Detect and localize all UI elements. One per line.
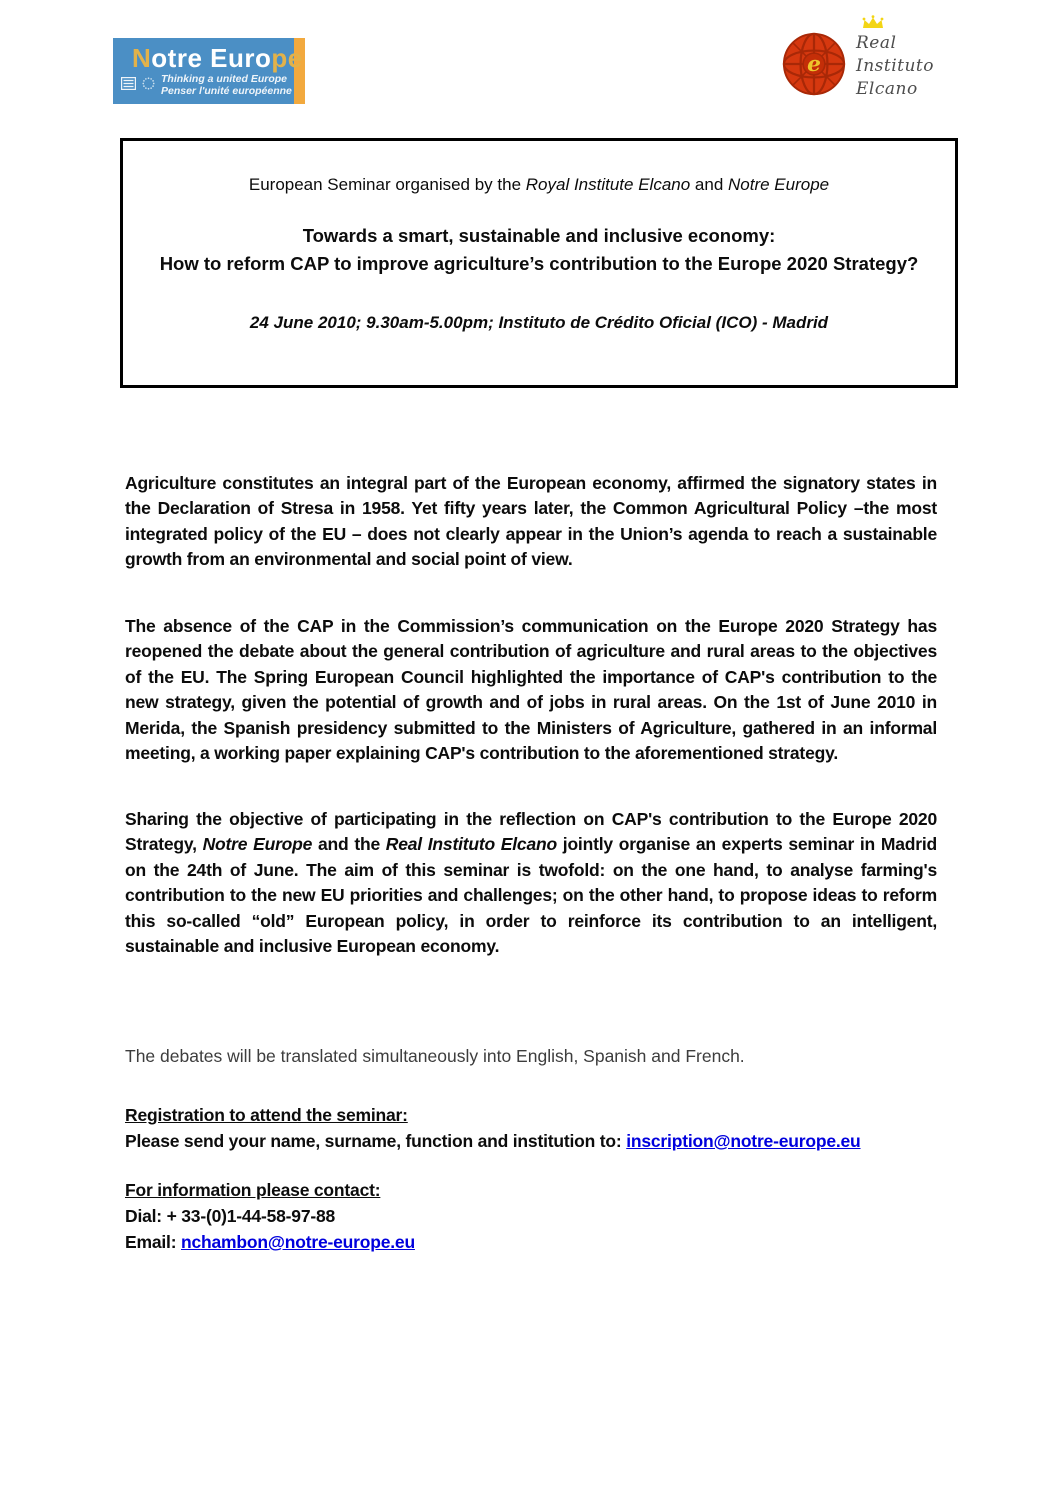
contact-email-label: Email: (125, 1232, 181, 1252)
seminar-title-line1: Towards a smart, sustainable and inclusive economy: (302, 225, 776, 246)
contact-email-link[interactable]: nchambon@notre-europe.eu (180, 1232, 415, 1252)
seminar-organisers-line: European Seminar organised by the Royal Institute Elcano and Notre Europe (248, 175, 830, 194)
globe-icon (782, 32, 846, 96)
seminar-title-line2: How to reform CAP to improve agriculture’s contribution to the Europe 2020 Strategy? (159, 253, 919, 274)
elcano-logo (772, 10, 952, 112)
translation-note: The debates will be translated simultaneously into English, Spanish and French. (125, 1045, 745, 1066)
notre-europe-wordmark (132, 43, 303, 74)
paragraph-seminar-objective: Sharing the objective of participating in the reflection on CAP's contribution to the Europe 2020 Strategy, Notre Europe and the Real Instituto Elcano jointly organise an experts seminar in Madrid on the 24th of June. The aim of this seminar is twofold: on the one hand, to analyse farming's contribution to the new EU priorities and challenges; on the other hand, to propose ideas to reform this so-called “old” European policy, in order to reinforce its contribution to an intelligent, sustainable and inclusive European economy. (125, 808, 937, 956)
svg-text:e: e (807, 52, 821, 78)
crown-icon (860, 15, 886, 30)
wordmark-middle: otre Euro (151, 43, 272, 73)
elcano-wordmark (856, 32, 934, 101)
registration-instruction (125, 1128, 937, 1154)
eu-stars-icon (141, 76, 156, 96)
contact-heading: For information please contact: (125, 1180, 381, 1200)
elcano-word-instituto: Instituto (856, 56, 935, 76)
paragraph-cap-absence: The absence of the CAP in the Commission’s communication on the Europe 2020 Strategy has reopened the debate about the general contribution of agriculture and rural areas to the objectives of the EU. The Spring European Council highlighted the importance of CAP's contribution to the new strategy, given the potential of growth and of jobs in rural areas. On the 1st of June 2010 in Merida, the Spanish presidency submitted to the Ministers of Agriculture, gathered in an informal meeting, a working paper explaining CAP's contribution to the aforementioned strategy. (125, 615, 937, 763)
seminar-datetime-location: 24 June 2010; 9.30am-5.00pm; Instituto de Crédito Oficial (ICO) - Madrid (249, 313, 829, 332)
tagline-english: Thinking a united Europe (161, 73, 287, 85)
seminar-title (137, 222, 941, 278)
book-icon (121, 77, 136, 95)
notre-europe-logo (113, 38, 305, 104)
seminar-info-box (120, 138, 958, 388)
notre-europe-logo-body (113, 38, 303, 104)
registration-email-link[interactable]: inscription@notre-europe.eu (626, 1131, 861, 1151)
elcano-word-elcano: Elcano (856, 79, 918, 99)
contact-email-line (125, 1229, 937, 1255)
contact-section (125, 1177, 937, 1255)
elcano-word-real: Real (856, 33, 897, 53)
registration-section (125, 1102, 937, 1154)
wordmark-letters-pe: pe (271, 43, 303, 73)
tagline-french: Penser l'unité européenne (161, 84, 292, 97)
notre-europe-taglines (161, 74, 292, 97)
registration-instruction-text: Please send your name, surname, function and institution to: (125, 1131, 627, 1151)
paragraph-agriculture-intro: Agriculture constitutes an integral part of the European economy, affirmed the signatory states in the Declaration of Stresa in 1958. Yet fifty years later, the Common Agricultural Policy –the most integrated policy of the EU – does not clearly appear in the Union’s agenda to reach a sustainable growth from an environmental and social point of view. (125, 472, 937, 569)
registration-heading: Registration to attend the seminar: (125, 1105, 408, 1125)
wordmark-letter-n: N (132, 43, 152, 73)
contact-dial: Dial: + 33-(0)1-44-58-97-88 (125, 1206, 336, 1226)
